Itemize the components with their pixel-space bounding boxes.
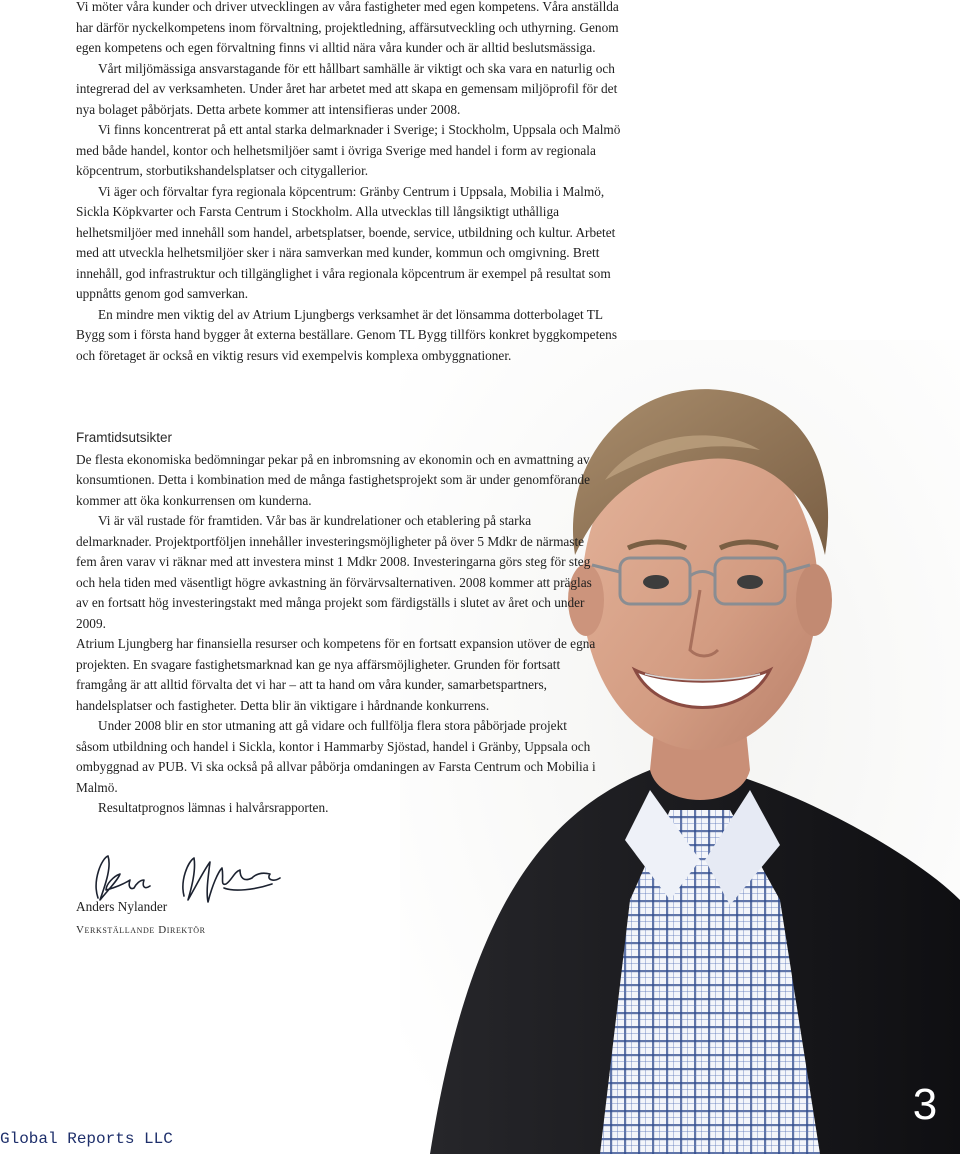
section-heading: Framtidsutsikter: [76, 430, 173, 445]
body-paragraph: Vi finns koncentrerat på ett antal starka delmarknader i Sverige; i Stockholm, Uppsala och Malmö med både handel, kontor och helhetsmiljöer samt i övriga Sverige med handel i form av regionala köpcentrum, storbutikshandelsplatser och citygallerior.: [76, 122, 621, 178]
outlook-section: [76, 428, 596, 819]
outlook-paragraph: Under 2008 blir en stor utmaning att gå vidare och fullfölja flera stora påbörjade projekt såsom utbildning och handel i Sickla, kontor i Hammarby Sjöstad, handel i Gränby, Uppsala och ombyggnad av PUB. Vi ska också på allvar påbörja omdaningen av Farsta Centrum och Mobilia i Malmö.: [76, 718, 596, 795]
outlook-paragraph: De flesta ekonomiska bedömningar pekar på en inbromsning av ekonomin och en avmattning av konsumtionen. Detta i kombination med de många fastighetsprojekt som är under genomförande kommer att öka konkurrensen om kunderna.: [76, 451, 591, 508]
body-paragraph: Vi möter våra kunder och driver utvecklingen av våra fastigheter med egen kompetens. Våra anställda har därför nyckelkompetens inom förvaltning, projektledning, affärsutveckling och uthyrning. Genom egen kompetens och egen förvaltning finns vi alltid nära våra kunder och är alltid beslutsmässiga.: [76, 0, 619, 55]
page-number: 3: [912, 1080, 938, 1129]
footer-brand: Global Reports LLC: [0, 1130, 173, 1148]
intro-body-text: [76, 0, 628, 366]
body-paragraph: En mindre men viktig del av Atrium Ljungbergs verksamhet är det lönsamma dotterbolaget TL Bygg som i första hand bygger åt externa beställare. Genom TL Bygg tillförs konkret byggkompetens och företaget är också en viktig resurs vid exempelvis komplexa ombyggnationer.: [76, 306, 617, 363]
signer-name: Anders Nylander: [76, 899, 168, 914]
body-paragraph: Vårt miljömässiga ansvarstagande för ett hållbart samhälle är viktigt och ska vara en naturlig och integrerad del av verksamheten. Under året har arbetet med att skapa en gemensam miljöprofil för det nya bolaget påbörjats. Detta arbete kommer att intensifieras under 2008.: [76, 60, 618, 117]
outlook-paragraph: Vi är väl rustade för framtiden. Vår bas är kundrelationer och etablering på starka delmarknader. Projektportföljen innehåller investeringsmöjligheter på över 5 Mdkr de närmaste fem åren varav vi räknar med att investera minst 1 Mdkr 2008. Investeringarna görs steg för steg och hela tiden med väsentligt högre avkastning än förvärvsalternativen. 2008 kommer att präglas av en fortsatt hög investeringstakt med många projekt som färdigställs i slutet av året och under 2009.: [76, 513, 592, 631]
outlook-paragraph: Resultatprognos lämnas i halvårsrapporten.: [98, 800, 329, 815]
body-paragraph: Vi äger och förvaltar fyra regionala köpcentrum: Gränby Centrum i Uppsala, Mobilia i Malmö, Sickla Köpkvarter och Farsta Centrum i Stockholm. Alla utvecklas till långsiktigt uthålliga helhetsmiljöer med innehåll som handel, arbetsplatser, boende, service, utbildning och kultur. Arbetet med att utveckla helhetsmiljöer sker i nära samverkan med kunder, kommun och omgivning. Brett innehåll, god infrastruktur och tillgänglighet i våra regionala köpcentrum är exempel på resultat som uppnåtts genom god samverkan.: [76, 183, 616, 301]
outlook-paragraph: Atrium Ljungberg har finansiella resurser och kompetens för en fortsatt expansion utöver de egna projekten. En svagare fastighetsmarknad kan ge nya affärsmöjligheter. Grunden för fortsatt framgång är att alltid förvalta det vi har – att ta hand om våra kunder, samarbetspartners, handelsplatser och fastigheter. Detta blir än viktigare i hårdnande konkurrens.: [76, 636, 596, 713]
signer-title: Verkställande Direktör: [76, 924, 206, 936]
